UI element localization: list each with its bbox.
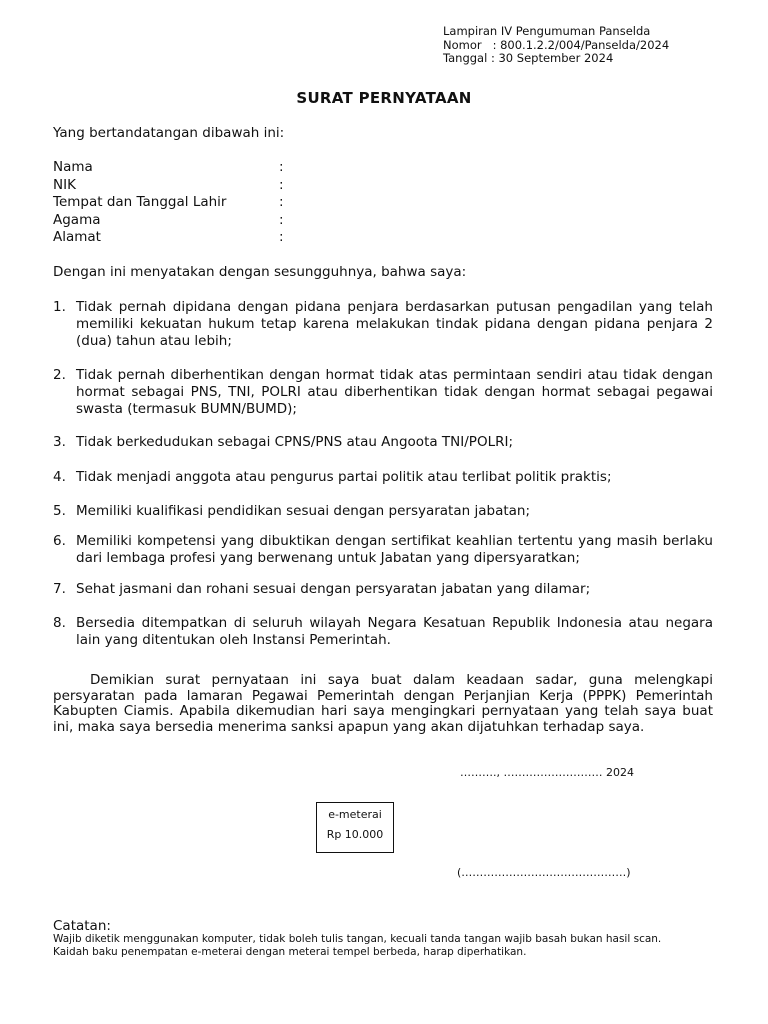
intro-text: Yang bertandatangan dibawah ini: xyxy=(53,125,285,141)
list-item-number: 5. xyxy=(53,503,66,519)
list-item-text: Bersedia ditempatkan di seluruh wilayah Negara Kesatuan Republik Indonesia atau negara lain yang ditentukan oleh Instansi Pemerintah. xyxy=(76,615,713,648)
list-item-text: Tidak pernah diberhentikan dengan hormat tidak atas permintaan sendiri atau tidak dengan hormat sebagai PNS, TNI, POLRI atau diberhentikan tidak dengan hormat sebagai pegawai swasta (termasuk BUMN/BUMD); xyxy=(76,367,713,417)
identity-colon: : xyxy=(279,194,284,210)
identity-colon: : xyxy=(279,211,284,228)
attachment-date: Tanggal : 30 September 2024 xyxy=(443,51,614,65)
identity-label: Tempat dan Tanggal Lahir xyxy=(53,194,227,210)
attachment-reference xyxy=(443,25,669,66)
list-item xyxy=(53,615,713,649)
list-item-number: 2. xyxy=(53,367,66,383)
list-item-text: Memiliki kompetensi yang dibuktikan dengan sertifikat keahlian tertentu yang masih berlaku dari lembaga profesi yang berwenang untuk Jabatan yang dipersyaratkan; xyxy=(76,533,713,566)
e-meterai-box xyxy=(316,802,394,853)
document-title: SURAT PERNYATAAN xyxy=(296,89,472,107)
declaration-text: Dengan ini menyatakan dengan sesungguhnya, bahwa saya: xyxy=(53,264,467,280)
identity-colon: : xyxy=(279,176,284,193)
list-item xyxy=(53,434,713,451)
closing-paragraph: Demikian surat pernyataan ini saya buat dalam keadaan sadar, guna melengkapi persyaratan pada lamaran Pegawai Pemerintah dengan Perjanjian Kerja (PPPK) Pemerintah Kabupten Ciamis. Apabila dikemudian hari saya mengingkari pernyataan yang telah saya buat ini, maka saya bersedia menerima sanksi apapun yang akan dijatuhkan terhadap saya. xyxy=(53,672,713,735)
notes-body xyxy=(53,933,661,958)
list-item-number: 7. xyxy=(53,581,66,597)
list-item-text: Sehat jasmani dan rohani sesuai dengan persyaratan jabatan yang dilamar; xyxy=(76,581,591,597)
identity-label: Nama xyxy=(53,159,93,175)
identity-label: Alamat xyxy=(53,229,101,245)
list-item xyxy=(53,367,713,417)
notes-line: Kaidah baku penempatan e-meterai dengan meterai tempel berbeda, harap diperhatikan. xyxy=(53,945,527,958)
notes-title: Catatan: xyxy=(53,918,111,934)
list-item xyxy=(53,469,713,486)
list-item-text: Tidak menjadi anggota atau pengurus partai politik atau terlibat politik praktis; xyxy=(76,469,612,485)
list-item xyxy=(53,533,713,567)
attachment-number: Nomor : 800.1.2.2/004/Panselda/2024 xyxy=(443,37,670,52)
list-item-text: Tidak pernah dipidana dengan pidana penjara berdasarkan putusan pengadilan yang telah memiliki kekuatan hukum tetap karena melakukan tindak pidana dengan pidana penjara 2 (dua) tahun atau lebih; xyxy=(76,299,713,349)
e-meterai-value: Rp 10.000 xyxy=(326,828,384,841)
list-item-number: 8. xyxy=(53,615,66,631)
list-item xyxy=(53,581,713,598)
identity-colon: : xyxy=(279,229,284,245)
list-item-text: Memiliki kualifikasi pendidikan sesuai dengan persyaratan jabatan; xyxy=(76,503,531,519)
list-item-number: 1. xyxy=(53,299,66,315)
list-item-number: 3. xyxy=(53,434,66,450)
e-meterai-label: e-meterai xyxy=(328,808,382,821)
notes-line: Wajib diketik menggunakan komputer, tidak boleh tulis tangan, kecuali tanda tangan wajib basah bukan hasil scan. xyxy=(53,933,662,945)
attachment-title: Lampiran IV Pengumuman Panselda xyxy=(443,24,651,38)
list-item xyxy=(53,503,713,520)
signature-name-line: (………………………………………) xyxy=(457,866,631,879)
list-item-text: Tidak berkedudukan sebagai CPNS/PNS atau Angoota TNI/POLRI; xyxy=(76,434,513,450)
signature-date-line: ………., ……………………… 2024 xyxy=(460,766,634,779)
list-item-number: 6. xyxy=(53,533,66,549)
identity-label: Agama xyxy=(53,211,101,228)
list-item xyxy=(53,299,713,349)
identity-colon: : xyxy=(279,159,284,175)
list-item-number: 4. xyxy=(53,469,66,485)
identity-label: NIK xyxy=(53,176,76,193)
